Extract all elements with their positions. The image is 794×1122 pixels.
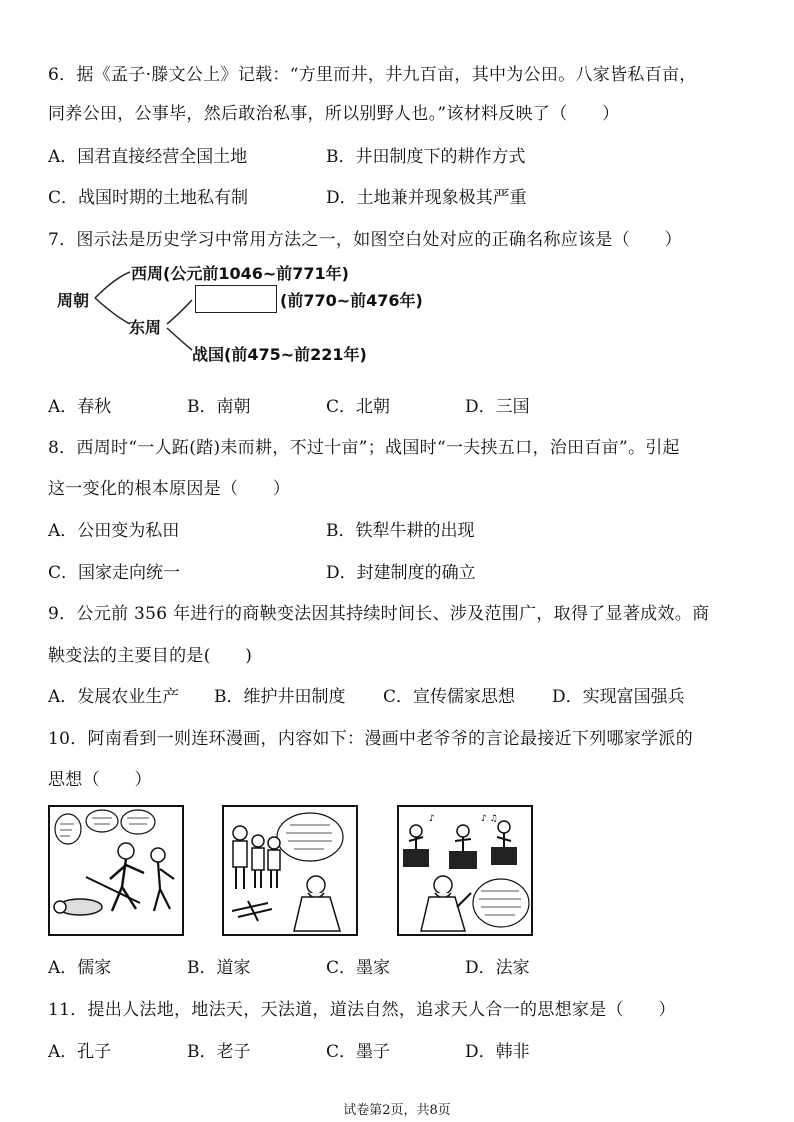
q9-option-a[interactable]: A．发展农业生产 [48,687,180,707]
comic-panel-1-drawing [50,807,182,934]
q6-option-d[interactable]: D．土地兼并现象极其严重 [326,188,527,208]
q9-stem-line1: 9．公元前 356 年进行的商鞅变法因其持续时间长、涉及范围广，取得了显著成效。商 [48,604,710,624]
diagram-east-zhou: 东周 [129,318,162,337]
q6-stem-line2: 同养公田，公事毕，然后敢治私事，所以别野人也。”该材料反映了（ ） [48,104,620,124]
q10-option-a[interactable]: A．儒家 [48,958,112,978]
q10-option-c[interactable]: C．墨家 [326,958,391,978]
q7-option-b[interactable]: B．南朝 [187,397,251,417]
diagram-blank-period: (前770~前476年) [280,291,423,310]
q11-option-a[interactable]: A．孔子 [48,1042,112,1062]
q8-stem-line1: 8．西周时“一人跖(踏)耒而耕，不过十亩”；战国时“一夫挟五口，治田百亩”。引起 [48,438,680,458]
q6-option-b[interactable]: B．井田制度下的耕作方式 [326,147,526,167]
diagram-warring-states: 战国(前475~前221年) [192,345,367,364]
q10-stem-line2: 思想（ ） [48,770,152,790]
svg-text:♪ ♫: ♪ ♫ [481,814,498,824]
diagram-west-zhou: 西周(公元前1046~前771年) [131,264,349,283]
q8-option-b[interactable]: B．铁犁牛耕的出现 [326,521,475,541]
q7-option-d[interactable]: D．三国 [465,397,530,417]
diagram-blank-box [195,285,277,313]
q9-option-c[interactable]: C．宣传儒家思想 [383,687,516,707]
comic-panel-3 [397,805,533,936]
comic-panel-2-drawing [224,807,356,934]
q11-option-b[interactable]: B．老子 [187,1042,251,1062]
q10-stem-line1: 10．阿南看到一则连环漫画，内容如下：漫画中老爷爷的言论最接近下列哪家学派的 [48,729,694,749]
q7-option-c[interactable]: C．北朝 [326,397,391,417]
q6-option-a[interactable]: A．国君直接经营全国土地 [48,147,248,167]
q9-option-d[interactable]: D．实现富国强兵 [552,687,685,707]
q10-option-b[interactable]: B．道家 [187,958,251,978]
q7-stem: 7．图示法是历史学习中常用方法之一，如图空白处对应的正确名称应该是（ ） [48,230,682,250]
diagram-root-zhou: 周朝 [57,291,90,310]
q8-option-c[interactable]: C．国家走向统一 [48,563,181,583]
q11-stem: 11．提出人法地，地法天，天法道，道法自然，追求天人合一的思想家是（ ） [48,1000,676,1020]
dynasty-diagram [55,258,455,370]
q11-option-c[interactable]: C．墨子 [326,1042,391,1062]
page-footer: 试卷第2页，共8页 [343,1103,451,1118]
q9-stem-line2: 鞅变法的主要目的是( ) [48,646,253,666]
q9-option-b[interactable]: B．维护井田制度 [214,687,346,707]
q6-stem-line1: 6．据《孟子·滕文公上》记载：“方里而井，井九百亩，其中为公田。八家皆私百亩， [48,65,697,85]
comic-panel-3-drawing [399,807,531,934]
q10-option-d[interactable]: D．法家 [465,958,530,978]
q7-option-a[interactable]: A．春秋 [48,397,112,417]
q8-option-a[interactable]: A．公田变为私田 [48,521,180,541]
svg-text:♪: ♪ [429,814,435,824]
comic-panel-1 [48,805,184,936]
q8-stem-line2: 这一变化的根本原因是（ ） [48,479,291,499]
q8-option-d[interactable]: D．封建制度的确立 [326,563,476,583]
comic-panel-2 [222,805,358,936]
q11-option-d[interactable]: D．韩非 [465,1042,530,1062]
q6-option-c[interactable]: C．战国时期的土地私有制 [48,188,249,208]
